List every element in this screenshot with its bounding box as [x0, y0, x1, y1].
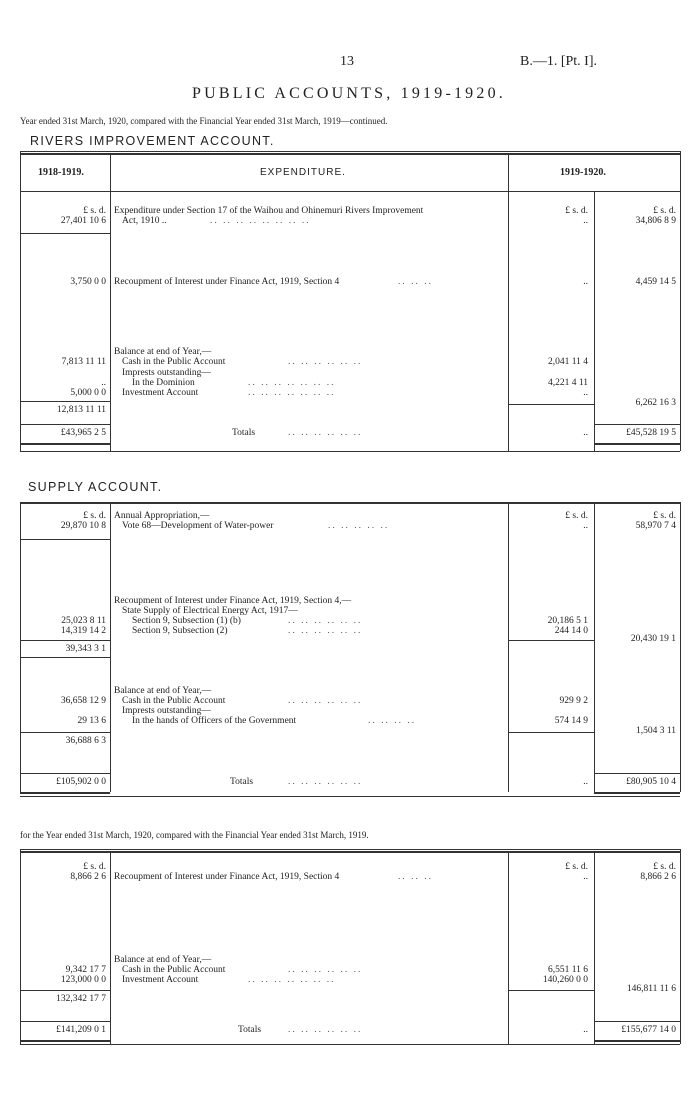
supply-totals-1919: £80,905 10 4: [626, 777, 676, 787]
third-balance-cash: Cash in the Public Account: [122, 965, 226, 975]
rivers-balance-dominion: In the Dominion: [132, 378, 195, 388]
rivers-row2-1919: 4,459 14 5: [635, 277, 676, 287]
page-number: 13: [340, 54, 354, 69]
supply-balance-cash: Cash in the Public Account: [122, 696, 226, 706]
supply-recoupment-1919: 20,430 19 1: [630, 634, 676, 644]
third-recoupment-1919: 8,866 2 6: [640, 872, 676, 882]
rivers-row1-desc: Expenditure under Section 17 of the Waihou and Ohinemuri Rivers Improvement: [114, 206, 424, 216]
supply-totals-1918: £105,902 0 0: [56, 777, 106, 787]
rivers-balance-1919: 6,262 16 3: [635, 398, 676, 408]
rivers-row2-1918: 3,750 0 0: [70, 277, 106, 287]
supply-totals-sub: ..: [583, 777, 588, 787]
supply-cash-sub: 929 9 2: [559, 696, 588, 706]
supply-appropriation-1919: 58,970 7 4: [635, 521, 676, 531]
supply-cash-1918: 36,658 12 9: [60, 696, 106, 706]
supply-s1-sub: 20,186 5 1: [547, 616, 588, 626]
supply-appropriation-sub: ..: [583, 521, 588, 531]
rivers-currency-right: £ s. d.: [653, 206, 676, 216]
supply-s2-sub: 244 14 0: [554, 626, 588, 636]
rivers-col-1919: 1919-1920.: [560, 167, 606, 178]
supply-s1-1918: 25,023 8 11: [61, 616, 106, 626]
supply-recoupment-subtotal-1918: 39,343 3 1: [65, 644, 106, 654]
supply-currency-mid: £ s. d.: [565, 511, 588, 521]
third-totals-1918: £141,209 0 1: [56, 1025, 106, 1035]
rivers-investment-sub: ..: [583, 388, 588, 398]
supply-officers-sub: 574 14 9: [554, 716, 588, 726]
supply-appropriation-heading: Annual Appropriation,—: [114, 511, 210, 521]
supply-currency-right: £ s. d.: [653, 511, 676, 521]
supply-balance-subtotal-1918: 36,688 6 3: [65, 736, 106, 746]
supply-recoupment-s2: Section 9, Subsection (2): [132, 626, 228, 636]
third-recoupment-1918: 8,866 2 6: [70, 872, 106, 882]
third-recoupment-desc: Recoupment of Interest under Finance Act, 1919, Section 4: [114, 872, 340, 882]
third-currency-mid: £ s. d.: [565, 862, 588, 872]
rivers-col-expenditure: EXPENDITURE.: [260, 167, 346, 178]
rivers-row1-sub: ..: [583, 216, 588, 226]
third-currency-right: £ s. d.: [653, 862, 676, 872]
third-balance-investment: Investment Account: [122, 975, 199, 985]
rivers-col-1918: 1918-1919.: [38, 167, 84, 178]
page-title: PUBLIC ACCOUNTS, 1919-1920.: [192, 85, 506, 102]
rivers-currency-mid: £ s. d.: [565, 206, 588, 216]
supply-recoupment-heading: Recoupment of Interest under Finance Act, 1919, Section 4,—: [114, 596, 352, 606]
third-currency-left: £ s. d.: [83, 862, 106, 872]
third-cash-1918: 9,342 17 7: [65, 965, 106, 975]
rivers-row1-1919: 34,806 8 9: [635, 216, 676, 226]
rivers-balance-imprests: Imprests outstanding—: [122, 368, 211, 378]
page-subtitle: Year ended 31st March, 1920, compared with the Financial Year ended 31st March, 1919—continued.: [20, 116, 388, 126]
document-reference: B.—1. [Pt. I].: [520, 54, 597, 69]
rivers-investment-1918: 5,000 0 0: [70, 388, 106, 398]
third-cash-sub: 6,551 11 6: [547, 965, 588, 975]
third-totals-sub: ..: [583, 1025, 588, 1035]
supply-officers-1918: 29 13 6: [77, 716, 106, 726]
supply-appropriation-1918: 29,870 10 8: [60, 521, 106, 531]
rivers-cash-1918: 7,813 11 11: [61, 357, 106, 367]
rivers-totals-1919: £45,528 19 5: [626, 428, 676, 438]
supply-balance-imprests: Imprests outstanding—: [122, 706, 211, 716]
third-investment-1918: 123,000 0 0: [60, 975, 106, 985]
supply-appropriation-vote: Vote 68—Development of Water-power: [122, 521, 274, 531]
rivers-balance-heading: Balance at end of Year,—: [114, 347, 212, 357]
rivers-balance-investment: Investment Account: [122, 388, 199, 398]
third-recoupment-sub: ..: [583, 872, 588, 882]
rivers-cash-sub: 2,041 11 4: [547, 357, 588, 367]
rivers-row1-1918: 27,401 10 6: [60, 216, 106, 226]
rivers-totals-1918: £43,965 2 5: [60, 428, 106, 438]
supply-s2-1918: 14,319 14 2: [60, 626, 106, 636]
rivers-row2-desc: Recoupment of Interest under Finance Act, 1919, Section 4: [114, 277, 340, 287]
rivers-totals-label: Totals: [232, 428, 256, 438]
third-investment-sub: 140,260 0 0: [542, 975, 588, 985]
rivers-dominion-1918: ..: [101, 378, 106, 388]
supply-recoupment-s1: Section 9, Subsection (1) (b): [132, 616, 241, 626]
third-intro: for the Year ended 31st March, 1920, compared with the Financial Year ended 31st March, 1919.: [20, 830, 369, 840]
rivers-dominion-sub: 4,221 4 11: [547, 378, 588, 388]
third-balance-subtotal-1918: 132,342 17 7: [56, 994, 106, 1004]
rivers-currency-left: £ s. d.: [83, 206, 106, 216]
rivers-row2-sub: ..: [583, 277, 588, 287]
supply-recoupment-act: State Supply of Electrical Energy Act, 1917—: [122, 606, 298, 616]
supply-currency-left: £ s. d.: [83, 511, 106, 521]
supply-heading: SUPPLY ACCOUNT.: [28, 480, 163, 494]
supply-balance-officers: In the hands of Officers of the Government: [132, 716, 297, 726]
supply-balance-heading: Balance at end of Year,—: [114, 686, 212, 696]
rivers-totals-sub: ..: [583, 428, 588, 438]
supply-balance-1919: 1,504 3 11: [635, 726, 676, 736]
third-totals-1919: £155,677 14 0: [621, 1025, 676, 1035]
third-totals-label: Totals: [238, 1025, 262, 1035]
rivers-heading: RIVERS IMPROVEMENT ACCOUNT.: [30, 134, 275, 148]
supply-totals-label: Totals: [230, 777, 254, 787]
rivers-balance-subtotal-1918: 12,813 11 11: [56, 405, 106, 415]
rivers-row1-desc-cont: Act, 1910 ..: [122, 216, 167, 226]
third-balance-heading: Balance at end of Year,—: [114, 955, 212, 965]
third-balance-1919: 146,811 11 6: [626, 984, 676, 994]
rivers-balance-cash: Cash in the Public Account: [122, 357, 226, 367]
